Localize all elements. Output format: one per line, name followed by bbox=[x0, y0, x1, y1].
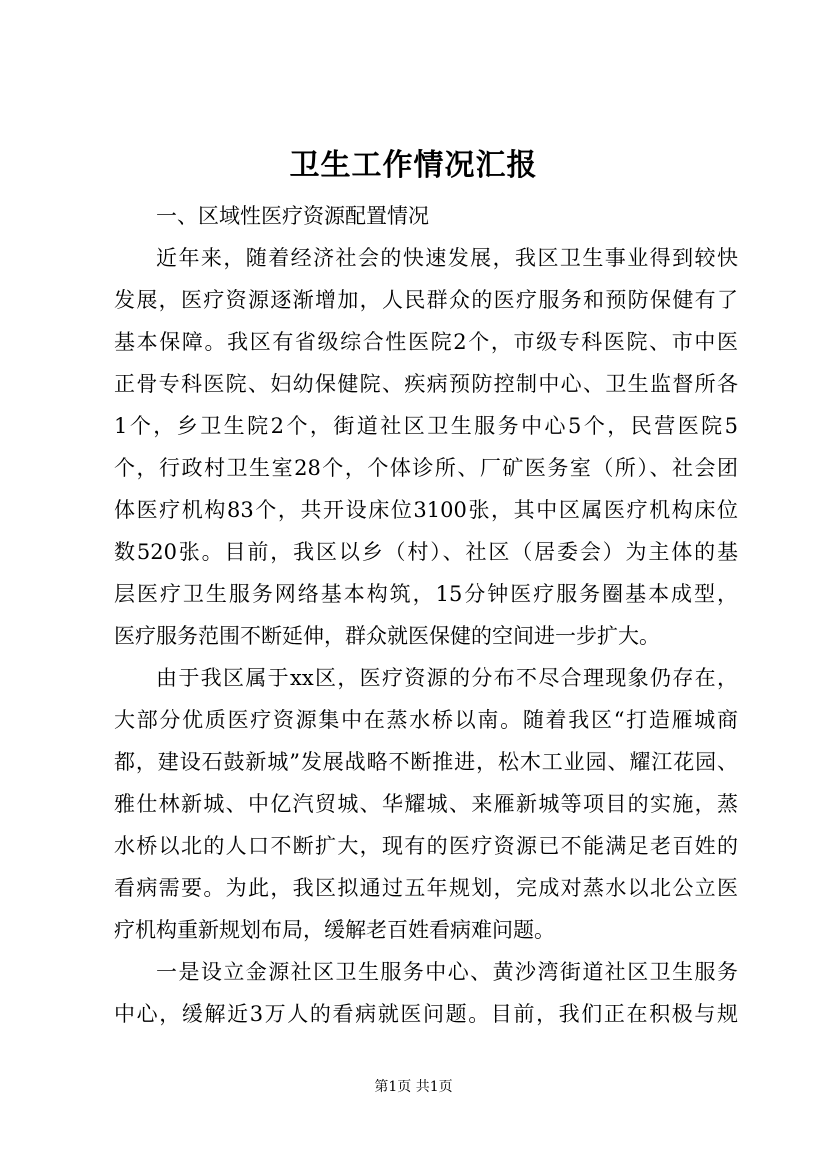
text-line: 一是设立金源社区卫生服务中心、黄沙湾街道社区卫生服务 bbox=[156, 960, 738, 984]
text-line: 层医疗卫生服务网络基本构筑，15分钟医疗服务圈基本成型， bbox=[114, 582, 738, 606]
text-line: 基本保障。我区有省级综合性医院2个，市级专科医院、市中医 bbox=[114, 330, 738, 354]
document-title: 卫生工作情况汇报 bbox=[289, 148, 538, 183]
page-footer: 第1页 共1页 bbox=[374, 1079, 453, 1095]
text-line: 正骨专科医院、妇幼保健院、疾病预防控制中心、卫生监督所各 bbox=[114, 372, 738, 396]
text-line: 大部分优质医疗资源集中在蒸水桥以南。随着我区“打造雁城商 bbox=[114, 708, 738, 732]
text-line: 个，行政村卫生室28个，个体诊所、厂矿医务室（所）、社会团 bbox=[114, 456, 738, 480]
text-line: 发展，医疗资源逐渐增加，人民群众的医疗服务和预防保健有了 bbox=[114, 288, 738, 312]
document-body bbox=[114, 195, 738, 1035]
text-line: 都，建设石鼓新城”发展战略不断推进，松木工业园、耀江花园、 bbox=[114, 750, 738, 774]
text-line: 看病需要。为此，我区拟通过五年规划，完成对蒸水以北公立医 bbox=[114, 876, 738, 900]
text-line: 1个，乡卫生院2个，街道社区卫生服务中心5个，民营医院5 bbox=[114, 414, 738, 438]
text-line: 一、区域性医疗资源配置情况 bbox=[156, 204, 429, 228]
text-line: 由于我区属于xx区，医疗资源的分布不尽合理现象仍存在， bbox=[156, 666, 738, 690]
text-line: 数520张。目前，我区以乡（村）、社区（居委会）为主体的基 bbox=[114, 540, 738, 564]
text-line: 疗机构重新规划布局，缓解老百姓看病难问题。 bbox=[114, 918, 555, 942]
text-line: 体医疗机构83个，共开设床位3100张，其中区属医疗机构床位 bbox=[114, 498, 738, 522]
text-line: 中心，缓解近3万人的看病就医问题。目前，我们正在积极与规 bbox=[114, 1002, 738, 1026]
text-line: 水桥以北的人口不断扩大，现有的医疗资源已不能满足老百姓的 bbox=[114, 834, 738, 858]
text-line: 医疗服务范围不断延伸，群众就医保健的空间进一步扩大。 bbox=[114, 624, 660, 648]
text-line: 雅仕林新城、中亿汽贸城、华耀城、来雁新城等项目的实施，蒸 bbox=[114, 792, 738, 816]
text-line: 近年来，随着经济社会的快速发展，我区卫生事业得到较快 bbox=[156, 246, 738, 270]
